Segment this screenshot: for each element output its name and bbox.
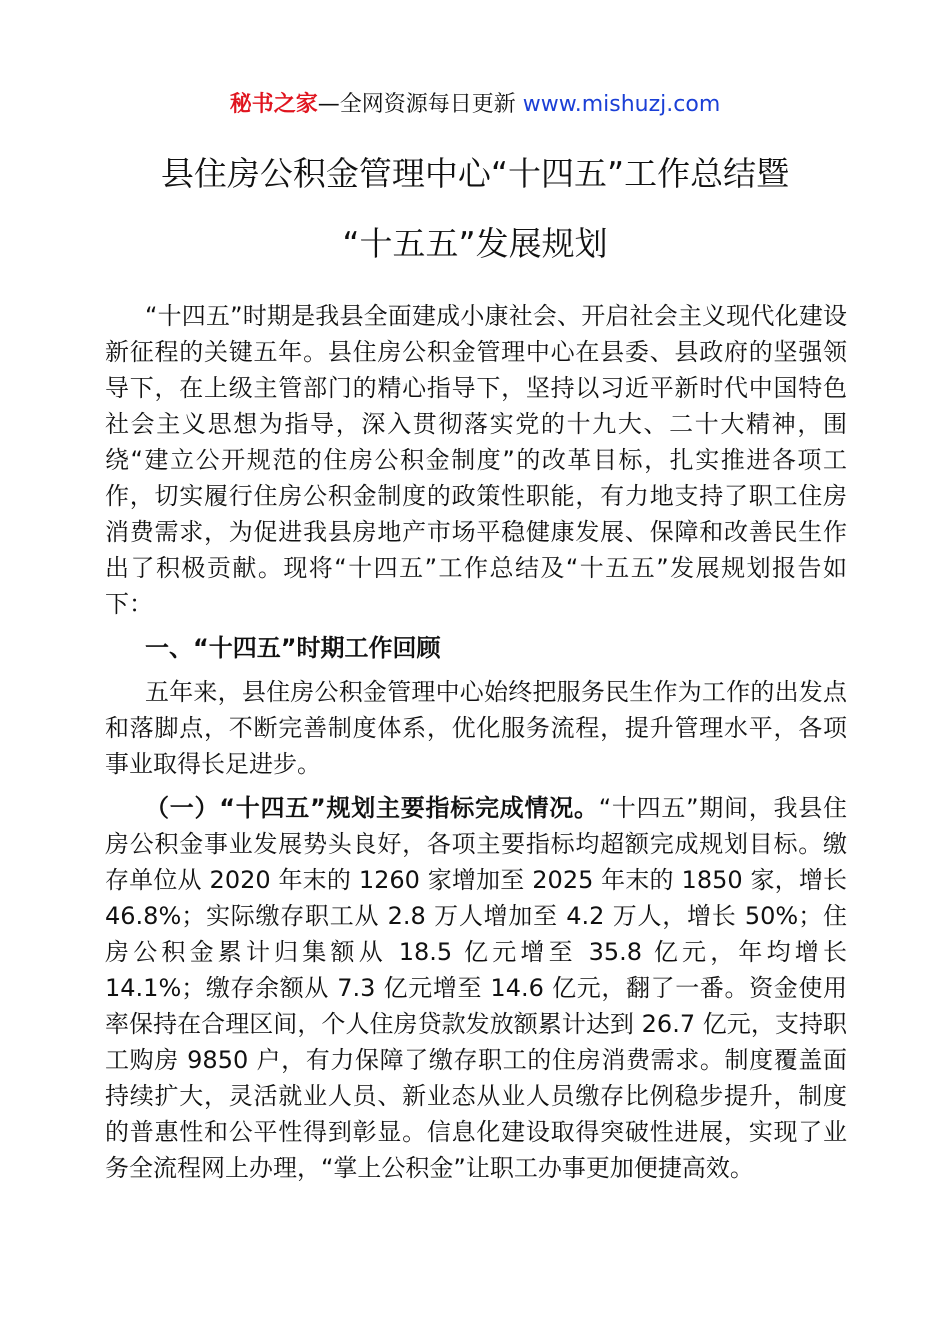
subsection-1-paragraph	[105, 790, 847, 1186]
site-url-link[interactable]: www.mishuzj.com	[522, 92, 721, 117]
site-header	[0, 88, 950, 122]
header-tagline: —全网资源每日更新	[317, 92, 523, 117]
intro-paragraph: “十四五”时期是我县全面建成小康社会、开启社会主义现代化建设新征程的关键五年。县住房公积金管理中心在县委、县政府的坚强领导下，在上级主管部门的精心指导下，坚持以习近平新时代中国特色社会主义思想为指导，深入贯彻落实党的十九大、二十大精神，围绕“建立公开规范的住房公积金制度”的改革目标，扎实推进各项工作，切实履行住房公积金制度的政策性职能，有力地支持了职工住房消费需求，为促进我县房地产市场平稳健康发展、保障和改善民生作出了积极贡献。现将“十四五”工作总结及“十五五”发展规划报告如下：	[105, 302, 847, 618]
subsection-1-text: “十四五”期间，我县住房公积金事业发展势头良好，各项主要指标均超额完成规划目标。缴存单位从 2020 年末的 1260 家增加至 2025 年末的 1850 家，增长 46.8%；实际缴存职工从 2.8 万人增加至 4.2 万人，增长 50%；住房公积金累计归集额从 18.5 亿元增至 35.8 亿元，年均增长 14.1%；缴存余额从 7.3 亿元增至 14.6 亿元，翻了一番。资金使用率保持在合理区间，个人住房贷款发放额累计达到 26.7 亿元，支持职工购房 9850 户，有力保障了缴存职工的住房消费需求。制度覆盖面持续扩大，灵活就业人员、新业态从业人员缴存比例稳步提升，制度的普惠性和公平性得到彰显。信息化建设取得突破性进展，实现了业务全流程网上办理，“掌上公积金”让职工办事更加便捷高效。	[105, 794, 847, 1182]
document-body	[105, 298, 847, 1194]
brand-name: 秘书之家	[229, 92, 318, 117]
document-title-line-2: “十五五”发展规划	[342, 224, 608, 263]
subsection-1-heading: （一）“十四五”规划主要指标完成情况。	[145, 794, 599, 822]
section-1-paragraph: 五年来，县住房公积金管理中心始终把服务民生作为工作的出发点和落脚点，不断完善制度体系，优化服务流程，提升管理水平，各项事业取得长足进步。	[105, 678, 847, 778]
section-1-heading: 一、“十四五”时期工作回顾	[145, 634, 441, 662]
document-title-line-1: 县住房公积金管理中心“十四五”工作总结暨	[160, 154, 790, 193]
